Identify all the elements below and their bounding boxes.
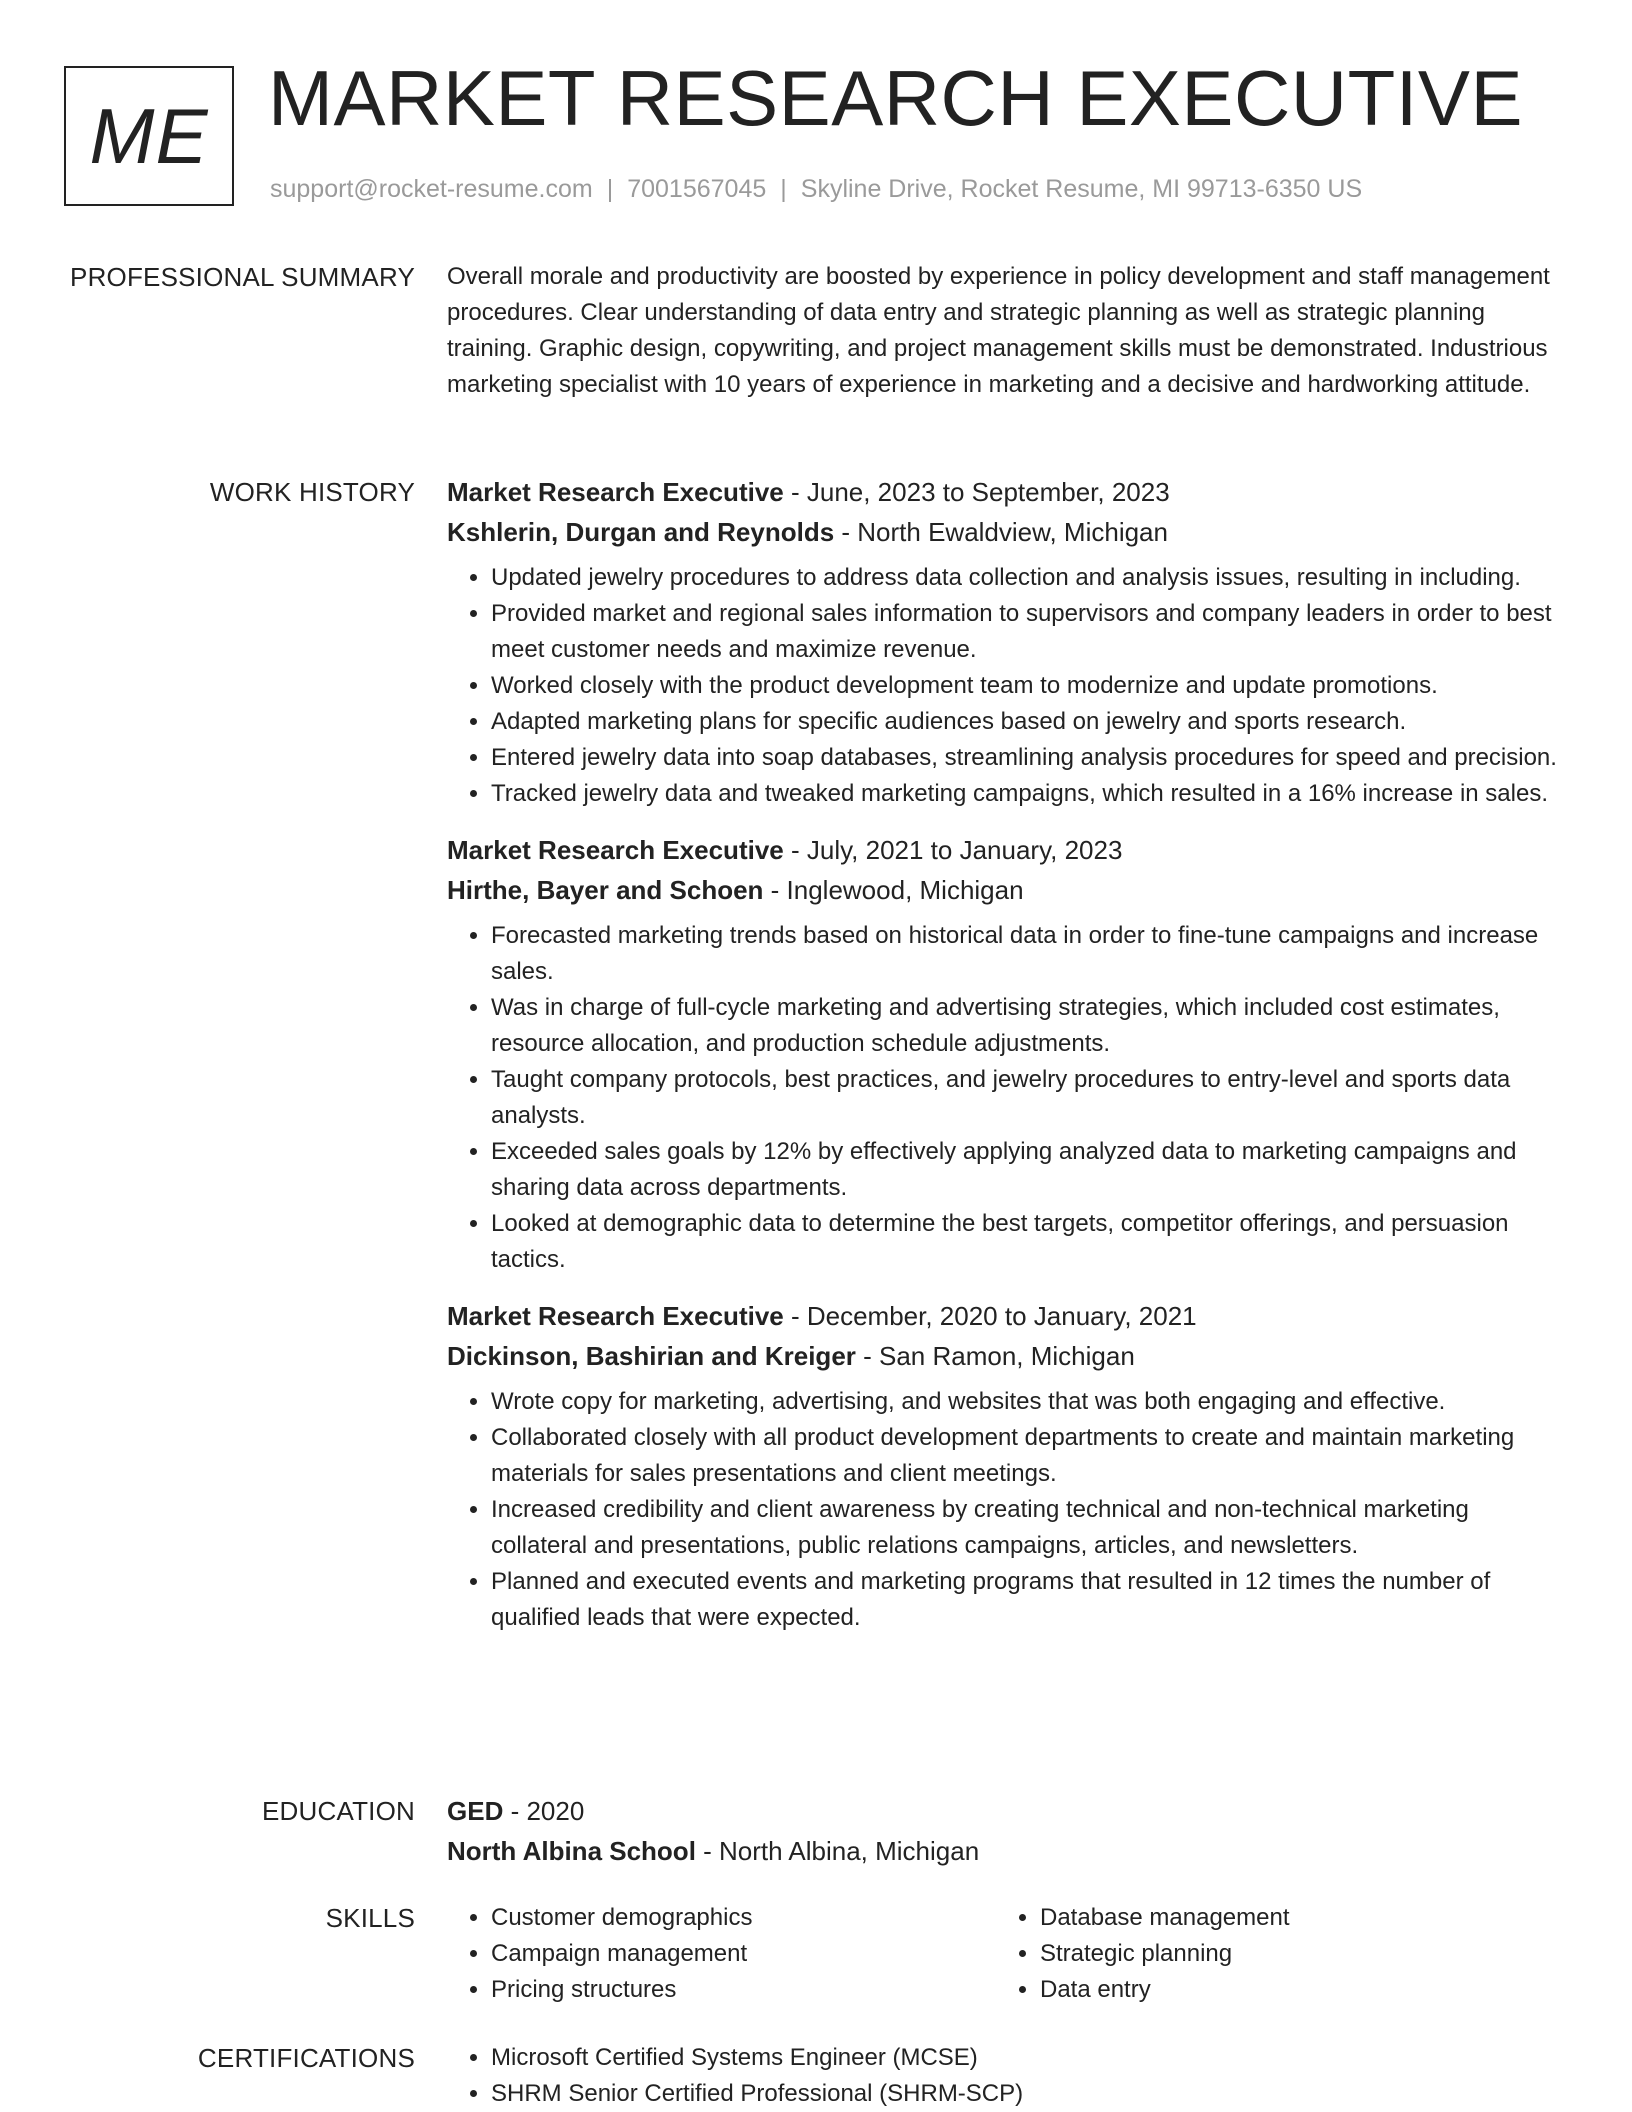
job-company-line	[447, 1336, 1562, 1376]
job-role: Market Research Executive	[447, 835, 784, 865]
section-title: EDUCATION	[262, 1796, 415, 1826]
job-bullet: • Collaborated closely with all product development departments to create and maintain marketing materials for sales presentations and client meetings.	[491, 1420, 1562, 1492]
job-bullets	[447, 1384, 1562, 1636]
job-bullets	[447, 918, 1562, 1278]
job-location: - San Ramon, Michigan	[855, 1341, 1135, 1371]
job-entry	[447, 472, 1562, 812]
contact-separator: |	[606, 175, 614, 203]
resume-name: MARKET RESEARCH EXECUTIVE	[268, 54, 1523, 142]
job-entry	[447, 1296, 1562, 1636]
skills-grid	[447, 1900, 1562, 2008]
summary-text: Overall morale and productivity are boosted by experience in policy development and staff management procedures. Clear understanding of data entry and strategic planning as well as strategic planning training. Graphic design, copywriting, and project management skills must be demonstrated. Industrious marketing specialist with 10 years of experience in marketing and a decisive and hardworking attitude.	[447, 263, 1550, 398]
job-company-line	[447, 512, 1562, 552]
work-history-list	[447, 472, 1562, 1654]
job-dates: - July, 2021 to January, 2023	[783, 835, 1123, 865]
contact-address: Skyline Drive, Rocket Resume, MI 99713-6350 US	[800, 175, 1363, 203]
job-role: Market Research Executive	[447, 1301, 784, 1331]
job-bullet: • Forecasted marketing trends based on historical data in order to fine-tune campaigns and increase sales.	[491, 918, 1562, 990]
certification-item: • Microsoft Certified Systems Engineer (MCSE)	[491, 2040, 1562, 2076]
certifications-body	[447, 2040, 1562, 2112]
job-bullet: • Adapted marketing plans for specific audiences based on jewelry and sports research.	[491, 704, 1562, 740]
job-location: - North Ewaldview, Michigan	[834, 517, 1168, 547]
section-title: PROFESSIONAL SUMMARY	[70, 262, 415, 292]
education-degree: GED	[447, 1796, 504, 1826]
job-company-line	[447, 870, 1562, 910]
job-title-line	[447, 830, 1562, 870]
certifications-list	[447, 2040, 1562, 2112]
skill-item: • Pricing structures	[491, 1972, 996, 2008]
skill-item: • Strategic planning	[1040, 1936, 1545, 1972]
job-bullet: • Was in charge of full-cycle marketing and advertising strategies, which included cost estimates, resource allocation, and production schedule adjustments.	[491, 990, 1562, 1062]
skill-item: • Customer demographics	[491, 1900, 996, 1936]
education-school: North Albina School	[447, 1836, 696, 1866]
job-bullet: • Looked at demographic data to determine the best targets, competitor offerings, and persuasion tactics.	[491, 1206, 1562, 1278]
monogram-logo	[64, 66, 234, 206]
education-body	[447, 1791, 1562, 1871]
skill-item: • Data entry	[1040, 1972, 1545, 2008]
job-bullet: • Exceeded sales goals by 12% by effectively applying analyzed data to marketing campaigns and sharing data across departments.	[491, 1134, 1562, 1206]
skills-body	[447, 1900, 1562, 2008]
skills-column-right	[996, 1900, 1545, 2008]
job-dates: - December, 2020 to January, 2021	[783, 1301, 1197, 1331]
job-bullet: • Increased credibility and client awareness by creating technical and non-technical marketing collateral and presentations, public relations campaigns, articles, and newsletters.	[491, 1492, 1562, 1564]
education-location: - North Albina, Michigan	[695, 1836, 980, 1866]
section-title: SKILLS	[325, 1903, 415, 1933]
certification-item: • SHRM Senior Certified Professional (SHRM-SCP)	[491, 2076, 1562, 2112]
contact-email[interactable]: support@rocket-resume.com	[270, 175, 593, 203]
job-bullet: • Entered jewelry data into soap databases, streamlining analysis procedures for speed and precision.	[491, 740, 1562, 776]
contact-separator: |	[780, 175, 787, 203]
job-bullet: • Tracked jewelry data and tweaked marketing campaigns, which resulted in a 16% increase in sales.	[491, 776, 1562, 812]
job-bullet: • Wrote copy for marketing, advertising, and websites that was both engaging and effective.	[491, 1384, 1562, 1420]
contact-line	[270, 175, 1362, 204]
job-location: - Inglewood, Michigan	[763, 875, 1024, 905]
job-title-line	[447, 472, 1562, 512]
job-bullet: • Planned and executed events and marketing programs that resulted in 12 times the number of qualified leads that were expected.	[491, 1564, 1562, 1636]
job-role: Market Research Executive	[447, 477, 784, 507]
job-bullets	[447, 560, 1562, 812]
contact-phone[interactable]: 7001567045	[627, 175, 767, 203]
section-title: CERTIFICATIONS	[197, 2043, 415, 2073]
education-year: - 2020	[503, 1796, 585, 1826]
job-dates: - June, 2023 to September, 2023	[783, 477, 1170, 507]
job-company: Dickinson, Bashirian and Kreiger	[447, 1341, 856, 1371]
skill-item: • Campaign management	[491, 1936, 996, 1972]
monogram-initials: ME	[89, 91, 209, 180]
education-school-line	[447, 1831, 1562, 1871]
education-degree-line	[447, 1791, 1562, 1831]
job-title-line	[447, 1296, 1562, 1336]
skill-item: • Database management	[1040, 1900, 1545, 1936]
job-bullet: • Taught company protocols, best practices, and jewelry procedures to entry-level and sports data analysts.	[491, 1062, 1562, 1134]
job-company: Hirthe, Bayer and Schoen	[447, 875, 764, 905]
job-bullet: • Provided market and regional sales information to supervisors and company leaders in order to best meet customer needs and maximize revenue.	[491, 596, 1562, 668]
job-bullet: • Worked closely with the product development team to modernize and update promotions.	[491, 668, 1562, 704]
skills-column-left	[447, 1900, 996, 2008]
section-title: WORK HISTORY	[209, 477, 415, 507]
job-bullet: • Updated jewelry procedures to address data collection and analysis issues, resulting in including.	[491, 560, 1562, 596]
job-company: Kshlerin, Durgan and Reynolds	[447, 517, 835, 547]
job-entry	[447, 830, 1562, 1278]
